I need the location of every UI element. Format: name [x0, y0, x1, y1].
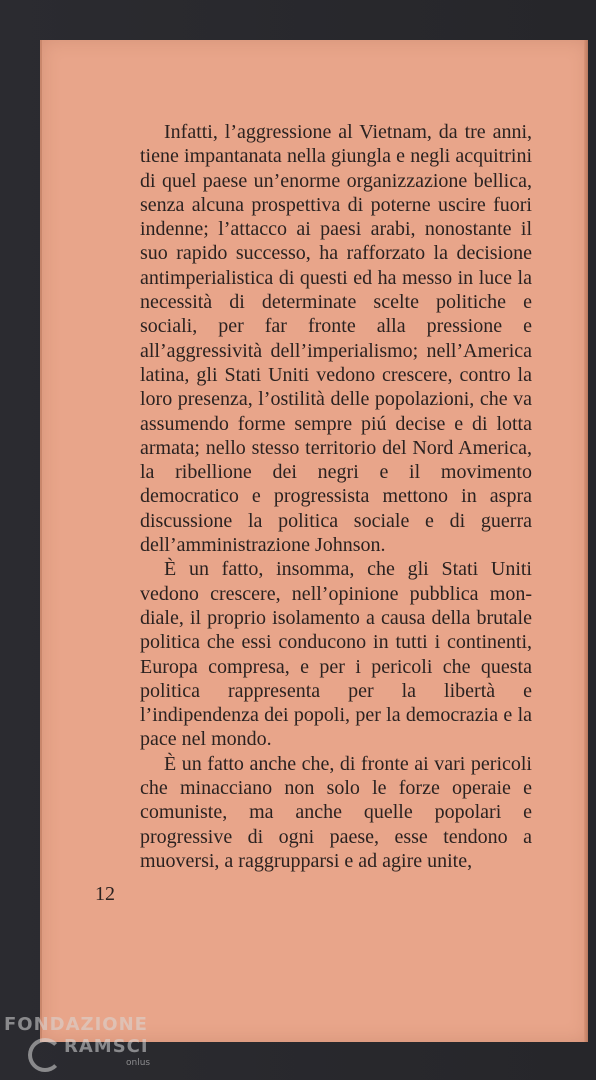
- paragraph-1: Infatti, l’aggressione al Vietnam, da tre anni, tiene impantanata nella giungla e negli acquitrini di quel paese un’enorme organizzazione bellica, senza alcuna prospettiva di poterne uscire fuori indenne; l’attacco ai paesi arabi, nonostante il suo rapido successo, ha rafforzato la decisione antimperialistica di questi ed ha messo in luce la necessità di determinate scelte politiche e sociali, per far fronte alla pressione e all’aggressività dell’imperialismo; nell’America latina, gli Stati Uniti vedono crescere, contro la loro presenza, l’ostilità delle popolazioni, che va assumendo forme sempre piú decise e di lotta armata; nello stesso territorio del Nord America, la ribellione dei negri e il movimento democratico e progressista mettono in aspra discussione la politica sociale e di guerra dell’amministrazione Johnson.: [140, 121, 532, 557]
- book-page: [40, 40, 588, 1042]
- paragraph-2: È un fatto, insomma, che gli Stati Uniti vedono crescere, nell’opinione pubblica mondiale, il proprio isolamento a causa della brutale politica che essi conducono in tutti i continenti, Europa compresa, e per i pericoli che questa politica rappresenta per la libertà e l’indipendenza dei popoli, per la democrazia e la pace nel mondo.: [140, 558, 532, 751]
- watermark-g-logo-icon: [28, 1038, 62, 1072]
- page-number: 12: [95, 883, 115, 905]
- fondazione-gramsci-watermark: [4, 1014, 164, 1076]
- body-text: [140, 120, 532, 873]
- watermark-line-1: FONDAZIONE: [4, 1014, 148, 1035]
- watermark-small-text: onlus: [126, 1058, 151, 1068]
- paragraph-3: È un fatto anche che, di fronte ai vari pericoli che minacciano non solo le forze operaie e comuniste, ma anche quelle popolari e progressive di ogni paese, esse tendono a muoversi, a raggrupparsi e ad agire unite,: [140, 752, 532, 872]
- watermark-line-2: RAMSCI: [64, 1036, 149, 1057]
